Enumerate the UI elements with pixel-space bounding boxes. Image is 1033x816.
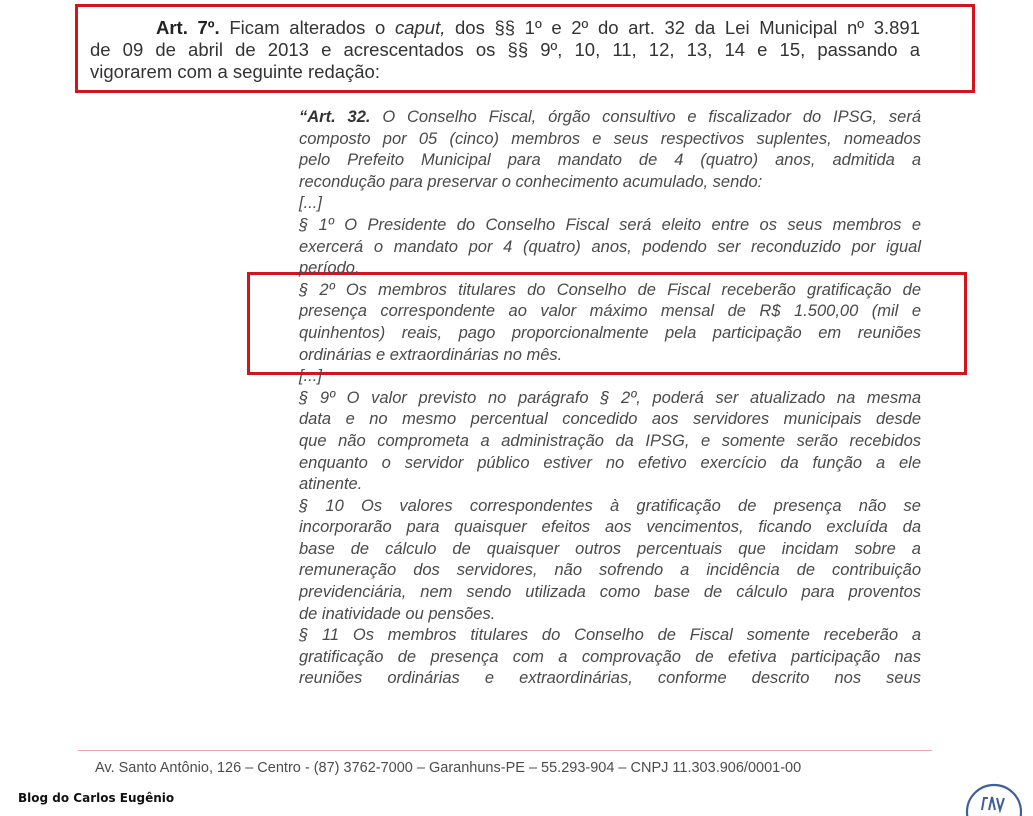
paragraph-2-line: § 2º Os membros titulares do Conselho de Fiscal receberão gratificação de — [299, 280, 921, 299]
quote-line: composto por 05 (cinco) membros e seus respectivos suplentes, nomeados — [299, 129, 921, 148]
paragraph-9-line: § 9º O valor previsto no parágrafo § 2º, poderá ser atualizado na mesma — [299, 388, 921, 407]
paragraph-9-line: data e no mesmo percentual concedido aos servidores municipais desde — [299, 410, 921, 429]
footer-address: Av. Santo Antônio, 126 – Centro - (87) 3762-7000 – Garanhuns-PE – 55.293-904 – CNPJ 11.303.906/0001-00 — [95, 760, 802, 776]
paragraph-2-line: ordinárias e extraordinárias no mês. — [299, 345, 563, 364]
quote-line: pelo Prefeito Municipal para mandato de 4 (quatro) anos, admitida a — [299, 151, 921, 170]
seal-stamp-icon — [962, 776, 1022, 816]
article-32-label: “Art. 32. — [299, 108, 371, 126]
paragraph-9-line: que não comprometa a administração da IPSG, e somente serão recebidos — [299, 431, 921, 450]
article-7-line: de 09 de abril de 2013 e acrescentados os §§ 9º, 10, 11, 12, 13, 14 e 15, passando a — [90, 39, 920, 60]
paragraph-10-line: § 10 Os valores correspondentes à gratificação de presença não se — [299, 496, 921, 515]
paragraph-10-line: remuneração dos servidores, não sofrendo a incidência de contribuição — [299, 561, 921, 580]
quote-line: recondução para preservar o conhecimento acumulado, sendo: — [299, 172, 763, 191]
paragraph-11-line: gratificação de presença com a comprovação de efetiva participação nas — [299, 647, 921, 666]
paragraph-1-line: exercerá o mandato por 4 (quatro) anos, podendo ser reconduzido por igual — [299, 237, 921, 256]
article-7-line — [90, 17, 920, 39]
paragraph-11-line: reuniões ordinárias e extraordinárias, conforme descrito nos seus — [299, 669, 921, 688]
article-32-quote — [299, 107, 921, 690]
paragraph-11-line: § 11 Os membros titulares do Conselho de Fiscal somente receberão a — [299, 626, 921, 645]
ellipsis-line: [...] — [299, 367, 322, 386]
article-7-text: Ficam alterados o — [219, 17, 395, 38]
article-7-label: Art. 7º. — [156, 17, 220, 38]
article-7-paragraph — [90, 17, 920, 83]
paragraph-1-line: § 1º O Presidente do Conselho Fiscal será eleito entre os seus membros e — [299, 215, 921, 234]
paragraph-10-line: incorporarão para quaisquer efeitos aos vencimentos, ficando excluída da — [299, 518, 921, 537]
article-7-text: dos §§ 1º e 2º do art. 32 da Lei Municipal nº 3.891 — [445, 17, 920, 38]
paragraph-2-line: quinhentos) reais, pago proporcionalmente pela participação em reuniões — [299, 323, 921, 342]
paragraph-10-line: previdenciária, nem sendo utilizada como base de cálculo para proventos — [299, 583, 921, 602]
paragraph-9-line: enquanto o servidor público estiver no efetivo exercício da função a ele — [299, 453, 921, 472]
paragraph-1-line: período. — [299, 259, 360, 278]
paragraph-10-line: base de cálculo de quaisquer outros percentuais que incidam sobre a — [299, 539, 921, 558]
blog-credit-watermark: Blog do Carlos Eugênio — [18, 791, 175, 805]
article-7-caput: caput, — [394, 17, 446, 38]
footer-divider — [78, 750, 932, 751]
quote-line — [299, 107, 921, 129]
ellipsis-line: [...] — [299, 194, 322, 213]
article-7-line: vigorarem com a seguinte redação: — [90, 61, 380, 82]
paragraph-9-line: atinente. — [299, 475, 363, 494]
quote-line-text: O Conselho Fiscal, órgão consultivo e fiscalizador do IPSG, será — [370, 108, 922, 126]
paragraph-10-line: de inatividade ou pensões. — [299, 604, 496, 623]
paragraph-2-line: presença correspondente ao valor máximo mensal de R$ 1.500,00 (mil e — [299, 302, 921, 321]
